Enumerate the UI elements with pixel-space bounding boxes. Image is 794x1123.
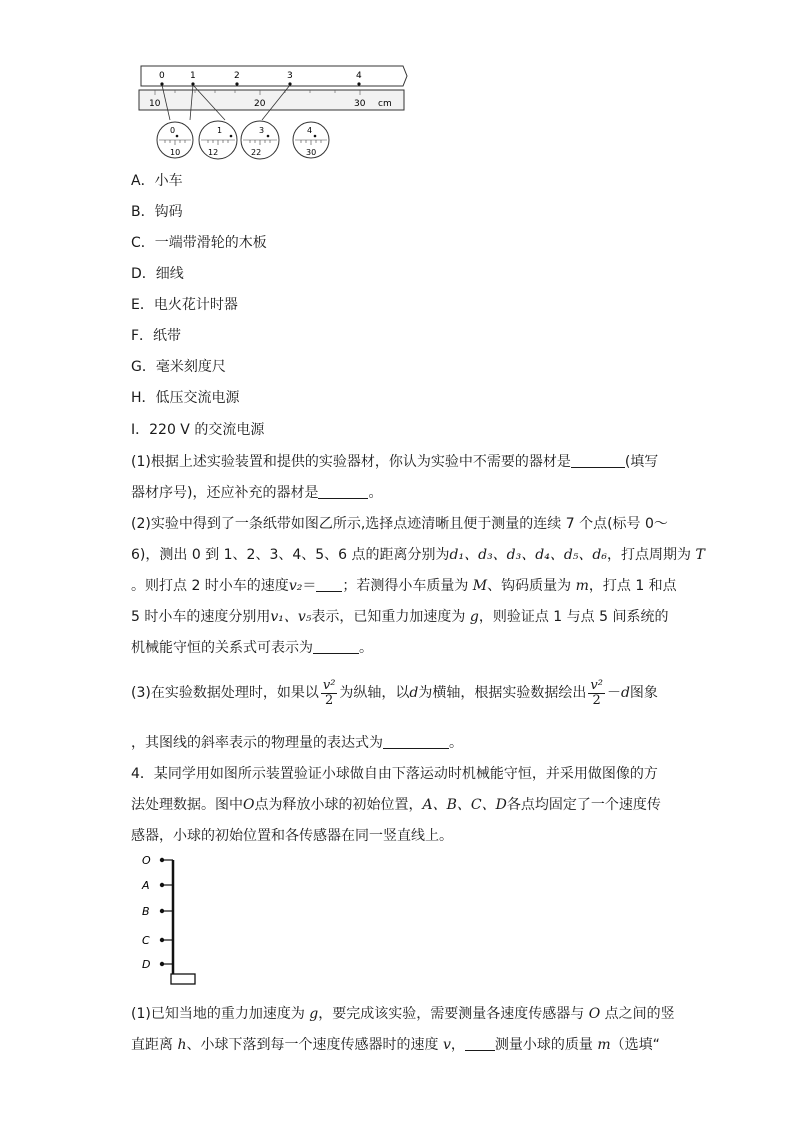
q4-1-blank[interactable] [465, 1036, 495, 1051]
magnifier-4-bottom: 30 [306, 148, 317, 157]
q3-blank[interactable] [383, 734, 449, 749]
magnifier-0-top: 0 [170, 126, 176, 135]
option-e: E．电火花计时器 [131, 297, 238, 313]
q3-line2: ，其图线的斜率表示的物理量的表达式为 。 [131, 735, 463, 751]
q4-line1: 4．某同学用如图所示装置验证小球做自由下落运动时机械能守恒，并采用做图像的方 [131, 766, 658, 782]
sensor-rod-figure [138, 852, 208, 987]
option-f: F．纸带 [131, 328, 182, 344]
magnifier-0-bottom: 10 [170, 148, 181, 157]
q4-1-line1: (1)已知当地的重力加速度为 g，要完成该实验，需要测量各速度传感器与 O 点之间的竖 [131, 1006, 675, 1022]
q1-line1: (1)根据上述实验装置和提供的实验器材，你认为实验中不需要的器材是 (填写 [131, 454, 659, 470]
option-h: H．低压交流电源 [131, 390, 240, 406]
q4-1-line2: 直距离 h、小球下落到每一个速度传感器时的速度 v， 测量小球的质量 m（选填“ [131, 1037, 660, 1053]
option-d: D．细线 [131, 266, 184, 282]
tape-mark-1: 1 [190, 71, 196, 81]
scale-label-10: 10 [149, 99, 161, 109]
option-c: C．一端带滑轮的木板 [131, 235, 267, 251]
option-b: B．钩码 [131, 204, 183, 220]
magnifier-4-top: 4 [307, 126, 313, 135]
point-label-o: O [142, 854, 151, 867]
q1-line2: 器材序号)，还应补充的器材是 。 [131, 485, 383, 501]
q3-line1: (3)在实验数据处理时，如果以 $\frac{\text{v²}}{2}$ 为纵轴，以d为横轴，根据实验数据绘出 $\frac{\text{v²}}{2}$ －d图象 [131, 677, 658, 708]
q2-line3: 。则打点 2 时小车的速度v₂＝ ；若测得小车质量为 M、钩码质量为 m，打点 1 和点 [131, 578, 677, 594]
fraction-v2-over-2-b: $\frac{\text{v²}}{2}$ [590, 677, 603, 708]
tape-mark-2: 2 [234, 71, 240, 81]
tape-mark-4: 4 [356, 71, 362, 81]
option-a: A．小车 [131, 173, 183, 189]
scale-label-20: 20 [254, 99, 266, 109]
paper-tape-figure [135, 62, 415, 162]
q1-blank-2[interactable] [318, 484, 368, 499]
point-label-b: B [142, 905, 150, 918]
magnifier-1-bottom: 12 [208, 148, 219, 157]
magnifier-3-top: 3 [259, 126, 265, 135]
q2-line2: 6)，测出 0 到 1、2、3、4、5、6 点的距离分别为d₁、d₃、d₃、d₄、d₅、d₆，打点周期为 T [131, 547, 705, 563]
point-label-c: C [142, 934, 150, 947]
point-label-a: A [142, 879, 150, 892]
magnifier-1-top: 1 [217, 126, 223, 135]
fraction-v2-over-2: $\frac{\text{v²}}{2}$ [322, 677, 336, 708]
q2-line5: 机械能守恒的关系式可表示为 。 [131, 640, 373, 656]
q2-blank-1[interactable] [316, 577, 342, 592]
scale-unit: cm [378, 99, 392, 109]
q2-line1: (2)实验中得到了一条纸带如图乙所示,选择点迹清晰且便于测量的连续 7 个点(标号 0～ [131, 516, 668, 532]
q4-line3: 感器，小球的初始位置和各传感器在同一竖直线上。 [131, 828, 453, 844]
tape-dot-4 [357, 82, 360, 85]
option-g: G．毫米刻度尺 [131, 359, 226, 375]
magnifier-3-bottom: 22 [251, 148, 262, 157]
option-i: I．220 V 的交流电源 [131, 422, 265, 438]
q4-line2: 法处理数据。图中O点为释放小球的初始位置，A、B、C、D各点均固定了一个速度传 [131, 797, 661, 813]
q2-blank-2[interactable] [313, 639, 359, 654]
q2-line4: 5 时小车的速度分别用v₁、v₅表示，已知重力加速度为 g，则验证点 1 与点 5 间系统的 [131, 609, 669, 625]
tape-mark-3: 3 [287, 71, 293, 81]
scale-label-30: 30 [354, 99, 366, 109]
q1-blank-1[interactable] [571, 453, 625, 468]
tape-dot-2 [235, 82, 238, 85]
point-label-d: D [142, 958, 151, 971]
tape-mark-0: 0 [159, 71, 165, 81]
